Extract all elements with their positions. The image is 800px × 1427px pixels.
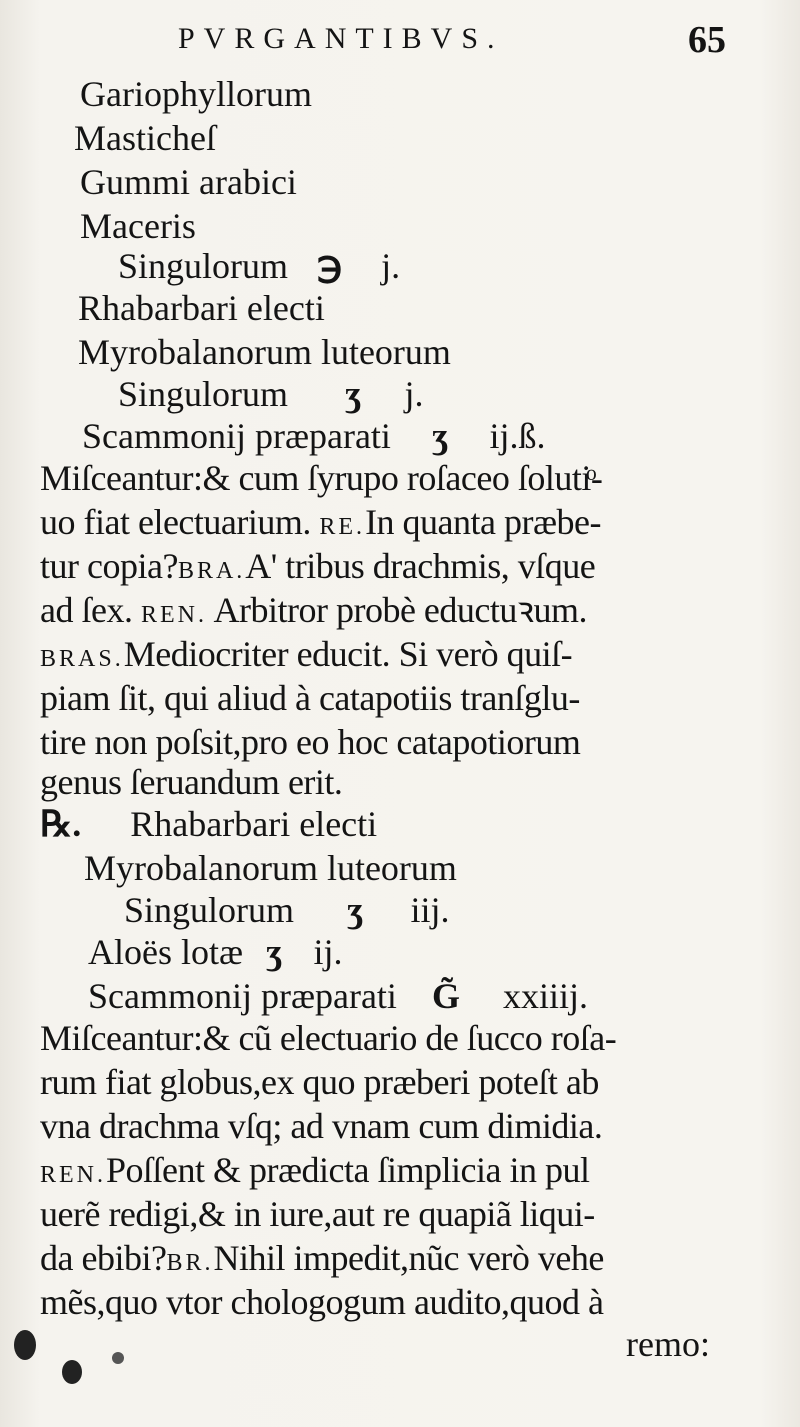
- text-line: Gummi arabici: [80, 162, 297, 202]
- text-line: uo fiat electuarium. RE.In quanta præbe-: [40, 502, 601, 542]
- text-line: Myrobalanorum luteorum: [84, 848, 457, 888]
- speaker-label: BRAS.: [40, 646, 124, 672]
- scruple-symbol: ℈: [317, 246, 343, 286]
- text-line: Masticheſ: [74, 118, 216, 158]
- speaker-label: RE.: [319, 514, 366, 540]
- running-title: PVRGANTIBVS.: [178, 22, 504, 55]
- text-line: tire non poſsit,pro eo hoc catapotiorum: [40, 722, 581, 762]
- drachm-symbol: ʒ: [431, 416, 449, 456]
- speaker-label: REN.: [40, 1162, 106, 1188]
- text-line: da ebibi?BR.Nihil impedit,nũc verò vehe: [40, 1238, 604, 1278]
- text-line: rum fiat globus,ex quo præberi poteſt ab: [40, 1062, 599, 1102]
- catchword: remo:: [626, 1324, 710, 1364]
- text-line: tur copia?BRA.A' tribus drachmis, vſque: [40, 546, 596, 586]
- text-line: uerẽ redigi,& in iure,aut re quapiã liqui-: [40, 1194, 595, 1234]
- text-line: ℞. Rhabarbari electi: [40, 804, 378, 844]
- text-line: mẽs,quo vtor chologogum audito,quod à: [40, 1282, 604, 1322]
- scruple-symbol: G̃: [431, 976, 460, 1016]
- text-line: Singulorum ʒ iij.: [124, 890, 450, 930]
- recipe-symbol: ℞.: [40, 804, 82, 844]
- text-line: Singulorum ℈ j.: [118, 246, 401, 286]
- drachm-symbol: ʒ: [345, 374, 362, 414]
- text-line: Maceris: [80, 206, 196, 246]
- text-line: Miſceantur:& cũ electuario de ſucco roſa-: [40, 1018, 617, 1058]
- drachm-symbol: ʒ: [347, 890, 364, 930]
- page-header: [0, 18, 800, 68]
- text-line: Myrobalanorum luteorum: [78, 332, 451, 372]
- speaker-label: REN.: [140, 602, 207, 628]
- speaker-label: BR.: [166, 1250, 214, 1276]
- text-line: Aloës lotæ ʒ ij.: [88, 932, 343, 972]
- text-line: Rhabarbari electi: [78, 288, 325, 328]
- text-line: Scammonij præparati ʒ ij.ß.: [82, 416, 546, 456]
- ink-blot: [62, 1360, 82, 1384]
- text-line: piam ſit, qui aliud à catapotiis tranſglu-: [40, 678, 580, 718]
- text-line: REN.Poſſent & prædicta ſimplicia in pul: [40, 1150, 590, 1190]
- text-line: Scammonij præparati G̃ xxiiij.: [88, 976, 588, 1016]
- speaker-label: BRA.: [177, 558, 246, 584]
- text-line: Miſceantur:& cum ſyrupo roſaceo ſolutiͦ-: [40, 458, 603, 498]
- text-line: BRAS.Mediocriter educit. Si verò quiſ-: [40, 634, 573, 674]
- ink-blot: [112, 1352, 124, 1364]
- text-line: genus ſeruandum erit.: [40, 762, 343, 802]
- ink-blot: [14, 1330, 36, 1360]
- page-number: 65: [688, 19, 726, 61]
- drachm-symbol: ʒ: [266, 932, 283, 972]
- text-line: ad ſex. REN. Arbitror probè eductuꝛum.: [40, 590, 587, 630]
- text-line: Gariophyllorum: [80, 74, 312, 114]
- text-line: Singulorum ʒ j.: [118, 374, 424, 414]
- text-line: vna drachma vſq; ad vnam cum dimidia.: [40, 1106, 603, 1146]
